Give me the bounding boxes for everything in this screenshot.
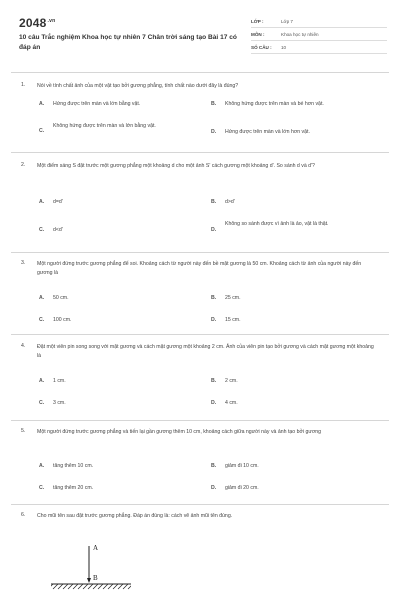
option-text: d>d'	[225, 199, 235, 205]
question-number: 5.	[21, 428, 26, 434]
question-number: 3.	[21, 260, 26, 266]
option-text: Hứng được trên màn và lớn hơn vật.	[225, 129, 310, 135]
mirror-diagram	[51, 540, 131, 600]
option-text: 1 cm.	[53, 378, 66, 384]
divider	[11, 152, 389, 153]
option-text: d<d'	[53, 227, 63, 233]
option-letter: B.	[211, 199, 217, 205]
meta-value: 10	[281, 45, 287, 50]
meta-row-class	[251, 16, 387, 28]
arrow-mirror-figure	[51, 540, 131, 600]
option-text: tăng thêm 10 cm.	[53, 463, 94, 469]
option-letter: C.	[39, 400, 45, 406]
option-letter: B.	[211, 101, 217, 107]
option-text: Hứng được trên màn và lớn bằng vật.	[53, 101, 141, 107]
site-logo[interactable]	[19, 16, 55, 30]
logo-suffix: .vn	[47, 18, 56, 24]
option-text: Không hứng được trên màn và lớn bằng vật.	[53, 123, 156, 129]
option-text: giảm đi 20 cm.	[225, 485, 259, 491]
divider	[11, 420, 389, 421]
option-letter: B.	[211, 463, 217, 469]
meta-value: Khoa học tự nhiên	[281, 32, 319, 37]
option-text: 4 cm.	[225, 400, 238, 406]
option-text: Không hứng được trên màn và bé hơn vật.	[225, 101, 324, 107]
option-text: tăng thêm 20 cm.	[53, 485, 94, 491]
arrow-head	[87, 578, 91, 583]
divider	[11, 72, 389, 73]
option-text: 50 cm.	[53, 295, 69, 301]
divider	[11, 252, 389, 253]
option-letter: A.	[39, 101, 45, 107]
meta-value: Lớp 7	[281, 19, 293, 24]
option-text: 2 cm.	[225, 378, 238, 384]
quiz-page	[11, 10, 389, 600]
meta-row-subject	[251, 29, 387, 41]
option-text: 25 cm.	[225, 295, 241, 301]
question-text: Một người đứng trước gương phẳng và tiến lại gần gương thêm 10 cm, khoảng cách giữa người này và ảnh tạo bởi gương	[37, 429, 322, 435]
divider	[11, 334, 389, 335]
option-letter: B.	[211, 295, 217, 301]
page-header	[11, 10, 389, 62]
question-text: Nói về tính chất ảnh của một vật tạo bởi gương phẳng, tính chất nào dưới đây là đúng?	[37, 83, 239, 89]
logo-text: 2048	[19, 16, 47, 30]
option-letter: D.	[211, 317, 217, 323]
option-letter: D.	[211, 485, 217, 491]
option-letter: A.	[39, 295, 45, 301]
option-letter: C.	[39, 227, 45, 233]
meta-label: SỐ CÂU :	[251, 45, 272, 50]
meta-table	[251, 16, 387, 55]
question-number: 1.	[21, 82, 26, 88]
mirror-hatching	[51, 584, 131, 589]
option-text: giảm đi 10 cm.	[225, 463, 259, 469]
meta-label: LỚP :	[251, 19, 264, 24]
question-number: 2.	[21, 162, 26, 168]
option-text: 100 cm.	[53, 317, 72, 323]
option-letter: A.	[39, 199, 45, 205]
option-text: 3 cm.	[53, 400, 66, 406]
option-letter: B.	[211, 378, 217, 384]
option-letter: D.	[211, 129, 217, 135]
divider	[11, 504, 389, 505]
question-text: Một điểm sáng S đặt trước một gương phẳng một khoảng d cho một ảnh S' cách gương một khoảng d'. So sánh d và d'?	[37, 163, 315, 169]
option-letter: A.	[39, 463, 45, 469]
meta-label: MÔN :	[251, 32, 265, 37]
option-letter: A.	[39, 378, 45, 384]
option-letter: D.	[211, 227, 217, 233]
meta-row-count	[251, 42, 387, 54]
page-title: 10 câu Trắc nghiệm Khoa học tự nhiên 7 Chân trời sáng tạo Bài 17 có đáp án	[19, 34, 237, 51]
question-text: Một người đứng trước gương phẳng để soi. Khoảng cách từ người này đến bề mặt gương là 50 cm. Khoảng cách từ ảnh của người này đến gương là	[37, 261, 362, 276]
option-text: Không so sánh được vì ảnh là ảo, vật là thật.	[225, 221, 329, 227]
question-text: Cho mũi tên sau đặt trước gương phẳng. Đáp án đúng là: cách vẽ ảnh mũi tên đúng.	[37, 513, 233, 519]
option-text: 15 cm.	[225, 317, 241, 323]
option-letter: C.	[39, 128, 45, 134]
point-a-label: A	[93, 544, 99, 552]
option-letter: C.	[39, 317, 45, 323]
option-text: d=d'	[53, 199, 63, 205]
question-number: 6.	[21, 512, 26, 518]
point-b-label: B	[93, 574, 98, 582]
option-letter: D.	[211, 400, 217, 406]
question-text: Đặt một viên pin song song với mặt gương và cách mặt gương một khoảng 2 cm. Ảnh của viên pin tạo bởi gương và cách mặt gương một khoảng là	[37, 344, 374, 359]
option-letter: C.	[39, 485, 45, 491]
question-number: 4.	[21, 343, 26, 349]
